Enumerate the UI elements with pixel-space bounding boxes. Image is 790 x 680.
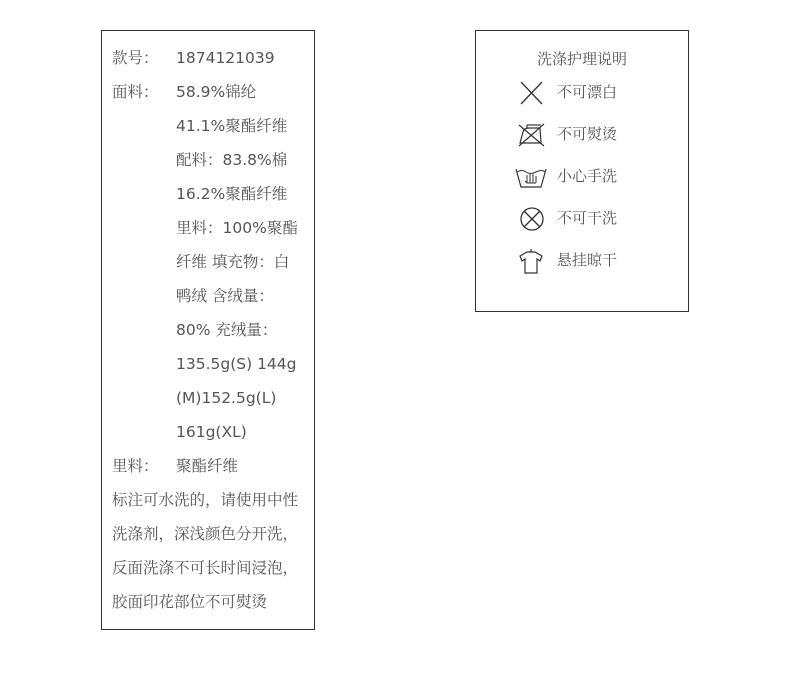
- no-iron-icon: [514, 121, 548, 149]
- care-item-label: 不可漂白: [557, 83, 618, 101]
- fabric-line: 161g(XL): [176, 423, 247, 441]
- lining-value: 聚酯纤维: [176, 457, 239, 475]
- care-note-line: 标注可水洗的，请使用中性: [112, 491, 299, 509]
- product-spec-box: [101, 30, 315, 630]
- hand-wash-icon: [514, 163, 548, 191]
- fabric-line: 58.9%锦纶: [176, 83, 257, 101]
- lining-label: 里料：: [112, 457, 159, 475]
- fabric-line: 鸭绒 含绒量：: [176, 287, 274, 305]
- fabric-line: 16.2%聚酯纤维: [176, 185, 288, 203]
- style-number-value: 1874121039: [176, 49, 275, 67]
- fabric-label: 面料：: [112, 83, 159, 101]
- care-instructions-box: [475, 30, 689, 312]
- fabric-line: 80% 充绒量：: [176, 321, 278, 339]
- care-item-label: 不可熨烫: [557, 125, 618, 143]
- fabric-line: 里料：100%聚酯: [176, 219, 298, 237]
- no-bleach-icon: [514, 79, 548, 107]
- hang-dry-icon: [514, 247, 548, 275]
- fabric-line: 41.1%聚酯纤维: [176, 117, 288, 135]
- care-item-hang-dry: [514, 247, 674, 275]
- care-item-label: 悬挂晾干: [557, 251, 618, 269]
- care-note-line: 反面洗涤不可长时间浸泡，: [112, 559, 299, 577]
- care-item-no-bleach: [514, 79, 674, 107]
- care-title: 洗涤护理说明: [536, 50, 627, 68]
- style-number-label: 款号：: [112, 49, 159, 67]
- care-item-label: 小心手洗: [557, 167, 618, 185]
- care-item-no-iron: [514, 121, 674, 149]
- care-item-hand-wash: [514, 163, 674, 191]
- fabric-line: 135.5g(S) 144g: [176, 355, 297, 373]
- care-note-line: 洗涤剂，深浅颜色分开洗，: [112, 525, 299, 543]
- care-item-label: 不可干洗: [557, 209, 618, 227]
- fabric-line: 配料：83.8%棉: [176, 151, 288, 169]
- no-dry-clean-icon: [514, 205, 548, 233]
- care-item-no-dry-clean: [514, 205, 674, 233]
- fabric-line: 纤维 填充物：白: [176, 253, 290, 271]
- fabric-line: (M)152.5g(L): [176, 389, 277, 407]
- care-note-line: 胶面印花部位不可熨烫: [112, 593, 268, 611]
